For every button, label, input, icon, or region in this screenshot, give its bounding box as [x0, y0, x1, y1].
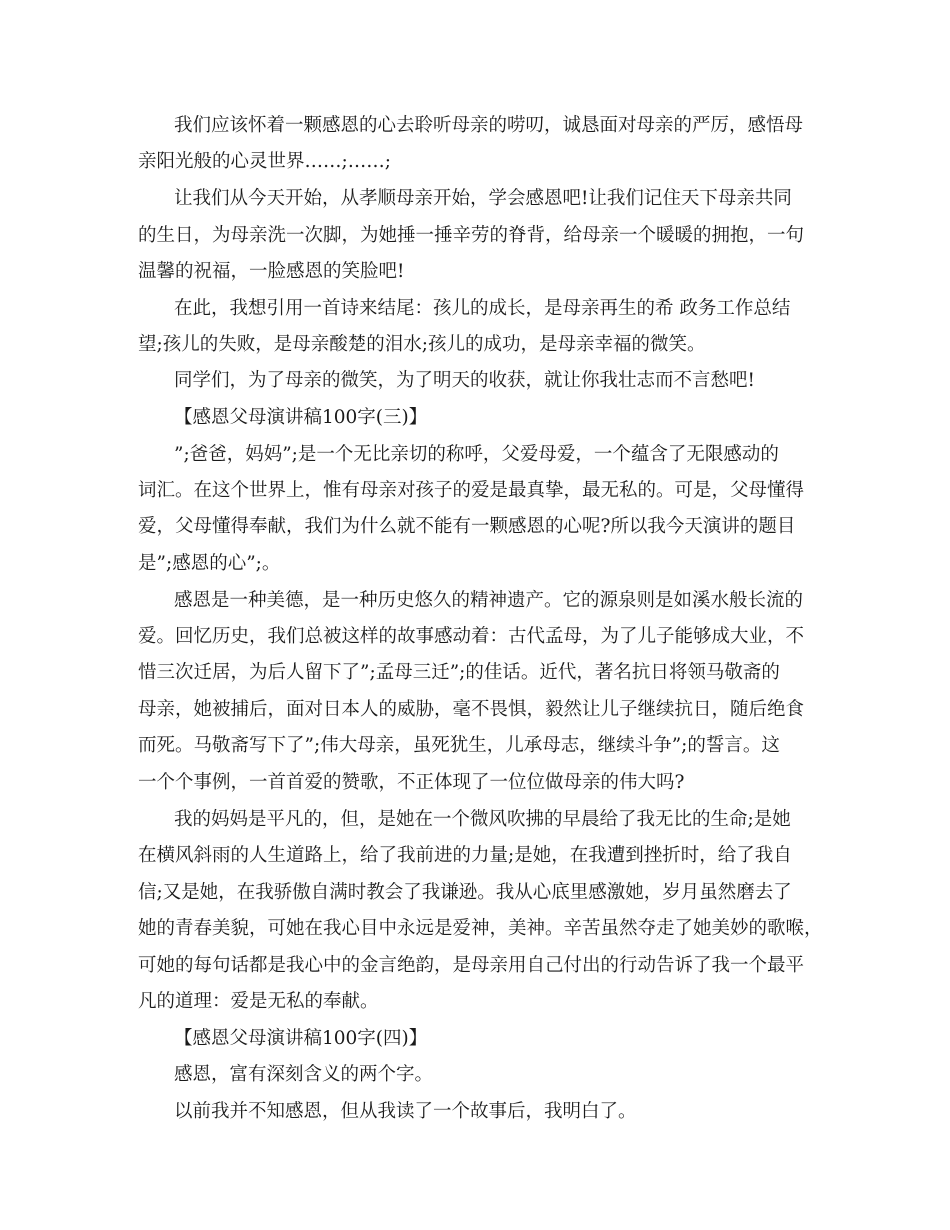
paragraph-line: 爱。回忆历史，我们总被这样的故事感动着：古代孟母，为了儿子能够成大业，不 [138, 626, 805, 647]
paragraph-line: 温馨的祝福，一脸感恩的笑脸吧! [138, 261, 405, 282]
paragraph-line: 感恩，富有深刻含义的两个字。 [174, 1064, 434, 1085]
paragraph-line: 爱，父母懂得奉献，我们为什么就不能有一颗感恩的心呢?所以我今天演讲的题目 [138, 516, 796, 537]
paragraph-line: 我的妈妈是平凡的，但，是她在一个微风吹拂的早晨给了我无比的生命;是她 [174, 809, 791, 830]
paragraph-line: 亲阳光般的心灵世界……;……; [138, 151, 391, 172]
section-heading: 【感恩父母演讲稿100字(三)】 [174, 407, 428, 428]
paragraph-line: 母亲，她被捕后，面对日本人的威胁，毫不畏惧，毅然让儿子继续抗日，随后绝食 [138, 699, 805, 720]
paragraph-line: 的生日，为母亲洗一次脚，为她捶一捶辛劳的脊背，给母亲一个暖暖的拥抱，一句 [138, 225, 805, 246]
paragraph-line: 一个个事例，一首首爱的赞歌，不正体现了一位位做母亲的伟大吗? [138, 772, 685, 793]
paragraph-line: 在横风斜雨的人生道路上，给了我前进的力量;是她，在我遭到挫折时，给了我自 [138, 845, 792, 866]
paragraph-line: 感恩是一种美德，是一种历史悠久的精神遗产。它的源泉则是如溪水般长流的 [174, 590, 804, 611]
paragraph-line: 同学们，为了母亲的微笑，为了明天的收获，就让你我壮志而不言愁吧! [174, 370, 755, 391]
paragraph-line: 我们应该怀着一颗感恩的心去聆听母亲的唠叨，诚恳面对母亲的严厉，感悟母 [174, 115, 804, 136]
paragraph-line: 在此，我想引用一首诗来结尾：孩儿的成长，是母亲再生的希 政务工作总结 [174, 298, 791, 319]
paragraph-line: 让我们从今天开始，从孝顺母亲开始，学会感恩吧!让我们记住天下母亲共同 [174, 188, 792, 209]
paragraph-line: 词汇。在这个世界上，惟有母亲对孩子的爱是最真挚，最无私的。可是，父母懂得 [138, 480, 805, 501]
paragraph-line: 望;孩儿的失败，是母亲酸楚的泪水;孩儿的成功，是母亲幸福的微笑。 [138, 334, 706, 355]
paragraph-line: ”;爸爸，妈妈”;是一个无比亲切的称呼，父爱母爱，一个蕴含了无限感动的 [174, 444, 779, 465]
paragraph-line: 而死。马敬斋写下了”;伟大母亲，虽死犹生，儿承母志，继续斗争”;的誓言。这 [138, 735, 780, 756]
paragraph-line: 可她的每句话都是我心中的金言绝韵，是母亲用自己付出的行动告诉了我一个最平 [138, 955, 805, 976]
paragraph-line: 是”;感恩的心”;。 [138, 553, 281, 574]
paragraph-line: 她的青春美貌，可她在我心目中永远是爱神，美神。辛苦虽然夺走了她美妙的歌喉， [138, 918, 823, 939]
paragraph-line: 以前我并不知感恩，但从我读了一个故事后，我明白了。 [174, 1101, 637, 1122]
paragraph-line: 信;又是她，在我骄傲自满时教会了我谦逊。我从心底里感激她，岁月虽然磨去了 [138, 882, 792, 903]
section-heading: 【感恩父母演讲稿100字(四)】 [174, 1028, 428, 1049]
paragraph-line: 惜三次迁居，为后人留下了”;孟母三迁”;的佳话。近代，著名抗日将领马敬斋的 [138, 662, 780, 683]
paragraph-line: 凡的道理：爱是无私的奉献。 [138, 991, 379, 1012]
